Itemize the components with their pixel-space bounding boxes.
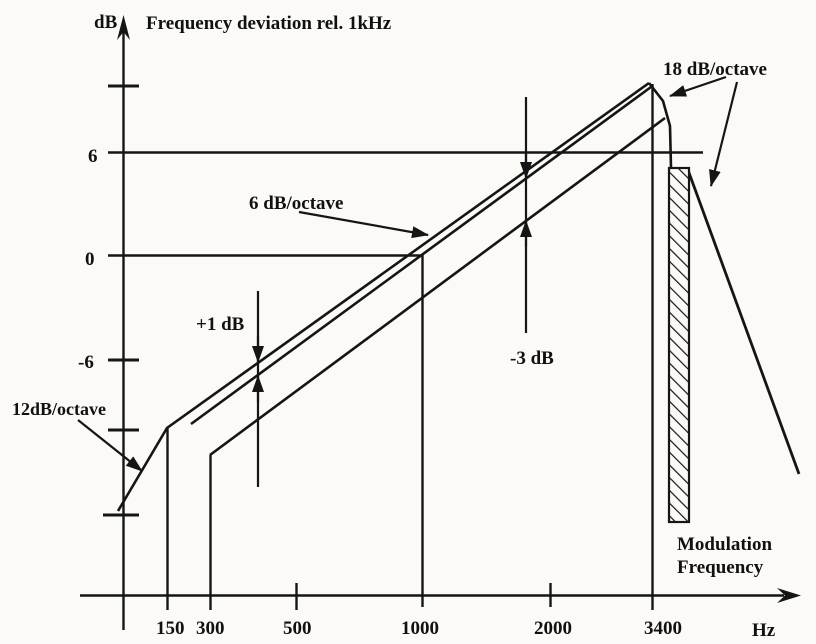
- annotation-12db-octave: 12dB/octave: [12, 399, 106, 419]
- y-axis: [103, 15, 139, 630]
- x-tick-label-300: 300: [196, 618, 225, 639]
- y-tick-label-minus6: -6: [78, 352, 94, 373]
- reference-lines: [108, 84, 703, 610]
- y-axis-unit-label: dB: [94, 12, 118, 33]
- pointer-18db-octave-2-icon: [711, 82, 737, 186]
- stopband-hatched-bar: [669, 168, 689, 522]
- x-tick-label-1000: 1000: [401, 618, 439, 639]
- x-tick-label-150: 150: [156, 618, 185, 639]
- annotation-plus1db: +1 dB: [196, 314, 245, 335]
- curve-rolloff-18db: [688, 170, 799, 474]
- curve-lower-limit: [210, 118, 665, 455]
- curves: [118, 83, 799, 511]
- x-axis-unit-label: Hz: [752, 620, 776, 641]
- annotation-minus3db: -3 dB: [510, 348, 554, 369]
- x-axis-caption-line1: Modulation: [677, 534, 773, 555]
- annotation-arrows: [78, 77, 737, 471]
- y-tick-label-6: 6: [88, 146, 98, 167]
- y-tick-label-0: 0: [85, 249, 95, 270]
- x-tick-label-3400: 3400: [644, 618, 682, 639]
- x-axis: [80, 583, 801, 610]
- pointer-12db-octave-icon: [78, 420, 142, 471]
- x-tick-label-2000: 2000: [534, 618, 572, 639]
- pointer-6db-octave-icon: [299, 212, 428, 235]
- annotation-6db-octave: 6 dB/octave: [249, 193, 344, 214]
- chart-title: Frequency deviation rel. 1kHz: [146, 13, 392, 34]
- x-axis-caption-line2: Frequency: [677, 557, 764, 578]
- x-tick-label-500: 500: [283, 618, 312, 639]
- annotation-18db-octave: 18 dB/octave: [663, 59, 767, 80]
